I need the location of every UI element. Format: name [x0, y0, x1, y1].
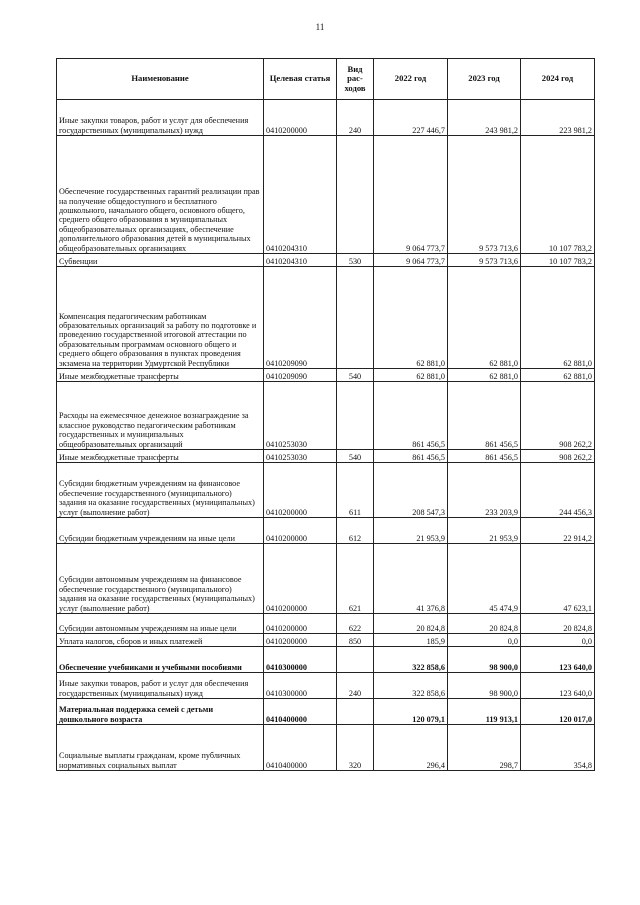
cell-target-article: 0410200000 — [264, 544, 337, 614]
cell-expense-type: 540 — [337, 450, 374, 463]
cell-name: Уплата налогов, сборов и иных платежей — [57, 634, 264, 647]
cell-2022: 62 881,0 — [374, 267, 448, 369]
cell-2022: 208 547,3 — [374, 463, 448, 518]
cell-target-article: 0410253030 — [264, 382, 337, 450]
cell-2024: 908 262,2 — [521, 450, 595, 463]
cell-expense-type: 240 — [337, 673, 374, 699]
cell-2023: 861 456,5 — [448, 382, 521, 450]
cell-name: Субсидии бюджетным учреждениям на финансовое обеспечение государственного (муниципального) задания на оказание государственных (муниципальных) услуг (выполнение работ) — [57, 463, 264, 518]
cell-2022: 227 446,7 — [374, 100, 448, 136]
cell-target-article: 0410200000 — [264, 100, 337, 136]
cell-target-article: 0410200000 — [264, 614, 337, 634]
cell-2024: 22 914,2 — [521, 518, 595, 544]
budget-table — [56, 58, 595, 771]
header-name: Наименование — [57, 59, 264, 100]
cell-expense-type: 622 — [337, 614, 374, 634]
cell-name: Расходы на ежемесячное денежное вознаграждение за классное руководство педагогическим работникам государственных и муниципальных общеобразовательных организаций — [57, 382, 264, 450]
cell-name: Обеспечение учебниками и учебными пособиями — [57, 647, 264, 673]
table-row — [57, 382, 595, 450]
cell-name: Социальные выплаты гражданам, кроме публичных нормативных социальных выплат — [57, 725, 264, 771]
cell-2024: 908 262,2 — [521, 382, 595, 450]
cell-name: Субсидии автономным учреждениям на иные цели — [57, 614, 264, 634]
cell-2023: 9 573 713,6 — [448, 136, 521, 254]
cell-2024: 354,8 — [521, 725, 595, 771]
table-row — [57, 614, 595, 634]
cell-2024: 10 107 783,2 — [521, 136, 595, 254]
cell-expense-type — [337, 267, 374, 369]
cell-target-article: 0410300000 — [264, 647, 337, 673]
cell-2024: 244 456,3 — [521, 463, 595, 518]
cell-2022: 861 456,5 — [374, 450, 448, 463]
cell-2023: 233 203,9 — [448, 463, 521, 518]
cell-target-article: 0410300000 — [264, 673, 337, 699]
cell-expense-type: 621 — [337, 544, 374, 614]
cell-2023: 861 456,5 — [448, 450, 521, 463]
page-number: 11 — [315, 22, 325, 32]
cell-expense-type: 320 — [337, 725, 374, 771]
cell-expense-type — [337, 136, 374, 254]
table-row — [57, 267, 595, 369]
header-2022: 2022 год — [374, 59, 448, 100]
cell-name: Субвенции — [57, 254, 264, 267]
cell-2024: 47 623,1 — [521, 544, 595, 614]
cell-target-article: 0410204310 — [264, 254, 337, 267]
cell-target-article: 0410253030 — [264, 450, 337, 463]
cell-target-article: 0410400000 — [264, 699, 337, 725]
header-expense-type: Вид рас-ходов — [337, 59, 374, 100]
cell-2023: 243 981,2 — [448, 100, 521, 136]
cell-2024: 0,0 — [521, 634, 595, 647]
cell-name: Иные межбюджетные трансферты — [57, 369, 264, 382]
cell-2024: 123 640,0 — [521, 647, 595, 673]
cell-2023: 20 824,8 — [448, 614, 521, 634]
table-row — [57, 518, 595, 544]
table-row — [57, 463, 595, 518]
header-2023: 2023 год — [448, 59, 521, 100]
table-row — [57, 100, 595, 136]
cell-2022: 185,9 — [374, 634, 448, 647]
table-row — [57, 634, 595, 647]
cell-2024: 123 640,0 — [521, 673, 595, 699]
cell-2022: 21 953,9 — [374, 518, 448, 544]
header-target-article: Целевая статья — [264, 59, 337, 100]
cell-name: Обеспечение государственных гарантий реализации прав на получение общедоступного и бесплатного дошкольного, начального общего, основного общего, среднего общего образования в муниципальных общеобразовательных организациях, обеспечение дополнительного образования детей в муниципальных общеобразовательных организациях — [57, 136, 264, 254]
cell-name: Иные закупки товаров, работ и услуг для обеспечения государственных (муниципальных) нужд — [57, 673, 264, 699]
cell-expense-type: 240 — [337, 100, 374, 136]
cell-2023: 9 573 713,6 — [448, 254, 521, 267]
cell-target-article: 0410209090 — [264, 267, 337, 369]
header-2024: 2024 год — [521, 59, 595, 100]
table-row — [57, 544, 595, 614]
cell-name: Иные закупки товаров, работ и услуг для обеспечения государственных (муниципальных) нужд — [57, 100, 264, 136]
cell-2023: 98 900,0 — [448, 647, 521, 673]
cell-name: Субсидии бюджетным учреждениям на иные цели — [57, 518, 264, 544]
cell-2024: 20 824,8 — [521, 614, 595, 634]
cell-2022: 120 079,1 — [374, 699, 448, 725]
table-row — [57, 699, 595, 725]
cell-name: Субсидии автономным учреждениям на финансовое обеспечение государственного (муниципального) задания на оказание государственных (муниципальных) услуг (выполнение работ) — [57, 544, 264, 614]
cell-2022: 62 881,0 — [374, 369, 448, 382]
cell-2022: 322 858,6 — [374, 673, 448, 699]
cell-2024: 120 017,0 — [521, 699, 595, 725]
cell-target-article: 0410204310 — [264, 136, 337, 254]
cell-2022: 296,4 — [374, 725, 448, 771]
table-row — [57, 725, 595, 771]
cell-2023: 98 900,0 — [448, 673, 521, 699]
table-header-row — [57, 59, 595, 100]
cell-target-article: 0410400000 — [264, 725, 337, 771]
cell-2023: 45 474,9 — [448, 544, 521, 614]
cell-2024: 62 881,0 — [521, 267, 595, 369]
cell-2023: 298,7 — [448, 725, 521, 771]
cell-target-article: 0410200000 — [264, 634, 337, 647]
cell-2023: 0,0 — [448, 634, 521, 647]
cell-2024: 62 881,0 — [521, 369, 595, 382]
table-row — [57, 254, 595, 267]
cell-target-article: 0410209090 — [264, 369, 337, 382]
cell-expense-type — [337, 382, 374, 450]
cell-expense-type: 530 — [337, 254, 374, 267]
table-row — [57, 136, 595, 254]
cell-expense-type — [337, 699, 374, 725]
table-row — [57, 450, 595, 463]
cell-2022: 9 064 773,7 — [374, 254, 448, 267]
cell-name: Материальная поддержка семей с детьми дошкольного возраста — [57, 699, 264, 725]
cell-2023: 21 953,9 — [448, 518, 521, 544]
table-row — [57, 647, 595, 673]
cell-2023: 119 913,1 — [448, 699, 521, 725]
cell-2024: 223 981,2 — [521, 100, 595, 136]
cell-2022: 861 456,5 — [374, 382, 448, 450]
cell-target-article: 0410200000 — [264, 518, 337, 544]
cell-2023: 62 881,0 — [448, 369, 521, 382]
cell-2024: 10 107 783,2 — [521, 254, 595, 267]
cell-expense-type — [337, 647, 374, 673]
cell-2022: 322 858,6 — [374, 647, 448, 673]
cell-2023: 62 881,0 — [448, 267, 521, 369]
cell-2022: 9 064 773,7 — [374, 136, 448, 254]
cell-expense-type: 612 — [337, 518, 374, 544]
cell-2022: 20 824,8 — [374, 614, 448, 634]
table-row — [57, 673, 595, 699]
table-row — [57, 369, 595, 382]
cell-name: Иные межбюджетные трансферты — [57, 450, 264, 463]
cell-target-article: 0410200000 — [264, 463, 337, 518]
cell-2022: 41 376,8 — [374, 544, 448, 614]
cell-expense-type: 850 — [337, 634, 374, 647]
cell-expense-type: 611 — [337, 463, 374, 518]
cell-expense-type: 540 — [337, 369, 374, 382]
cell-name: Компенсация педагогическим работникам образовательных организаций за работу по подготовке и проведению государственной итоговой аттестации по образовательным программам основного общего и среднего общего образования в пунктах проведения экзамена на территории Удмуртской Республики — [57, 267, 264, 369]
